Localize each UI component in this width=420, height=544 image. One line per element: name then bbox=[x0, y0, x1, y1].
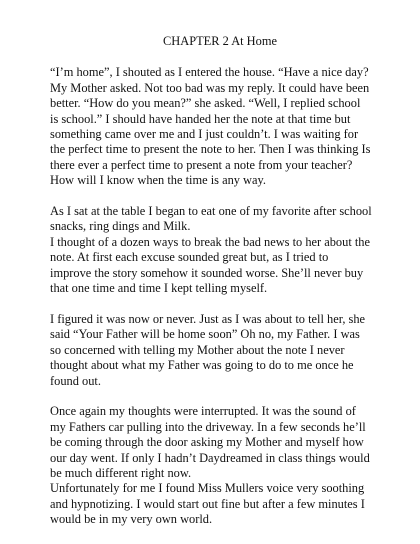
chapter-title: CHAPTER 2 At Home bbox=[163, 34, 277, 48]
document-page bbox=[50, 34, 390, 543]
paragraph-2: As I sat at the table I began to eat one of my favorite after school snacks, ring dings and Milk. bbox=[50, 204, 372, 234]
paragraph-5: Once again my thoughts were interrupted. It was the sound of my Fathers car pulling into the driveway. In a few seconds he’ll be coming through the door asking my Mother and myself how our day went. If only I hadn’t Daydreamed in class things would be much different right now. bbox=[50, 404, 370, 480]
paragraph-4: I figured it was now or never. Just as I was about to tell her, she said “Your Father will be home soon” Oh no, my Father. I was so concerned with telling my Mother about the note I never thought about what my Father was going to do to me once he found out. bbox=[50, 311, 366, 388]
paragraph-6: Unfortunately for me I found Miss Mullers voice very soothing and hypnotizing. I would start out fine but after a few minutes I would be in my very own world. bbox=[50, 481, 365, 527]
paragraph-3: I thought of a dozen ways to break the bad news to her about the note. At first each excuse sounded great but, as I tried to improve the story somehow it sounded worse. She’ll never buy that one time and time I kept telling myself. bbox=[50, 234, 370, 296]
paragraph-1: “I’m home”, I shouted as I entered the house. “Have a nice day? My Mother asked. Not too bad was my reply. It could have been better. “How do you mean?” she asked. “Well, I replied school is school.” I should have handed her the note at that time but something came over me and I just couldn’t. I was waiting for the perfect time to present the note to her. Then I was thinking Is there ever a perfect time to present a note from your teacher? How will I know when the time is any way. bbox=[50, 65, 371, 188]
